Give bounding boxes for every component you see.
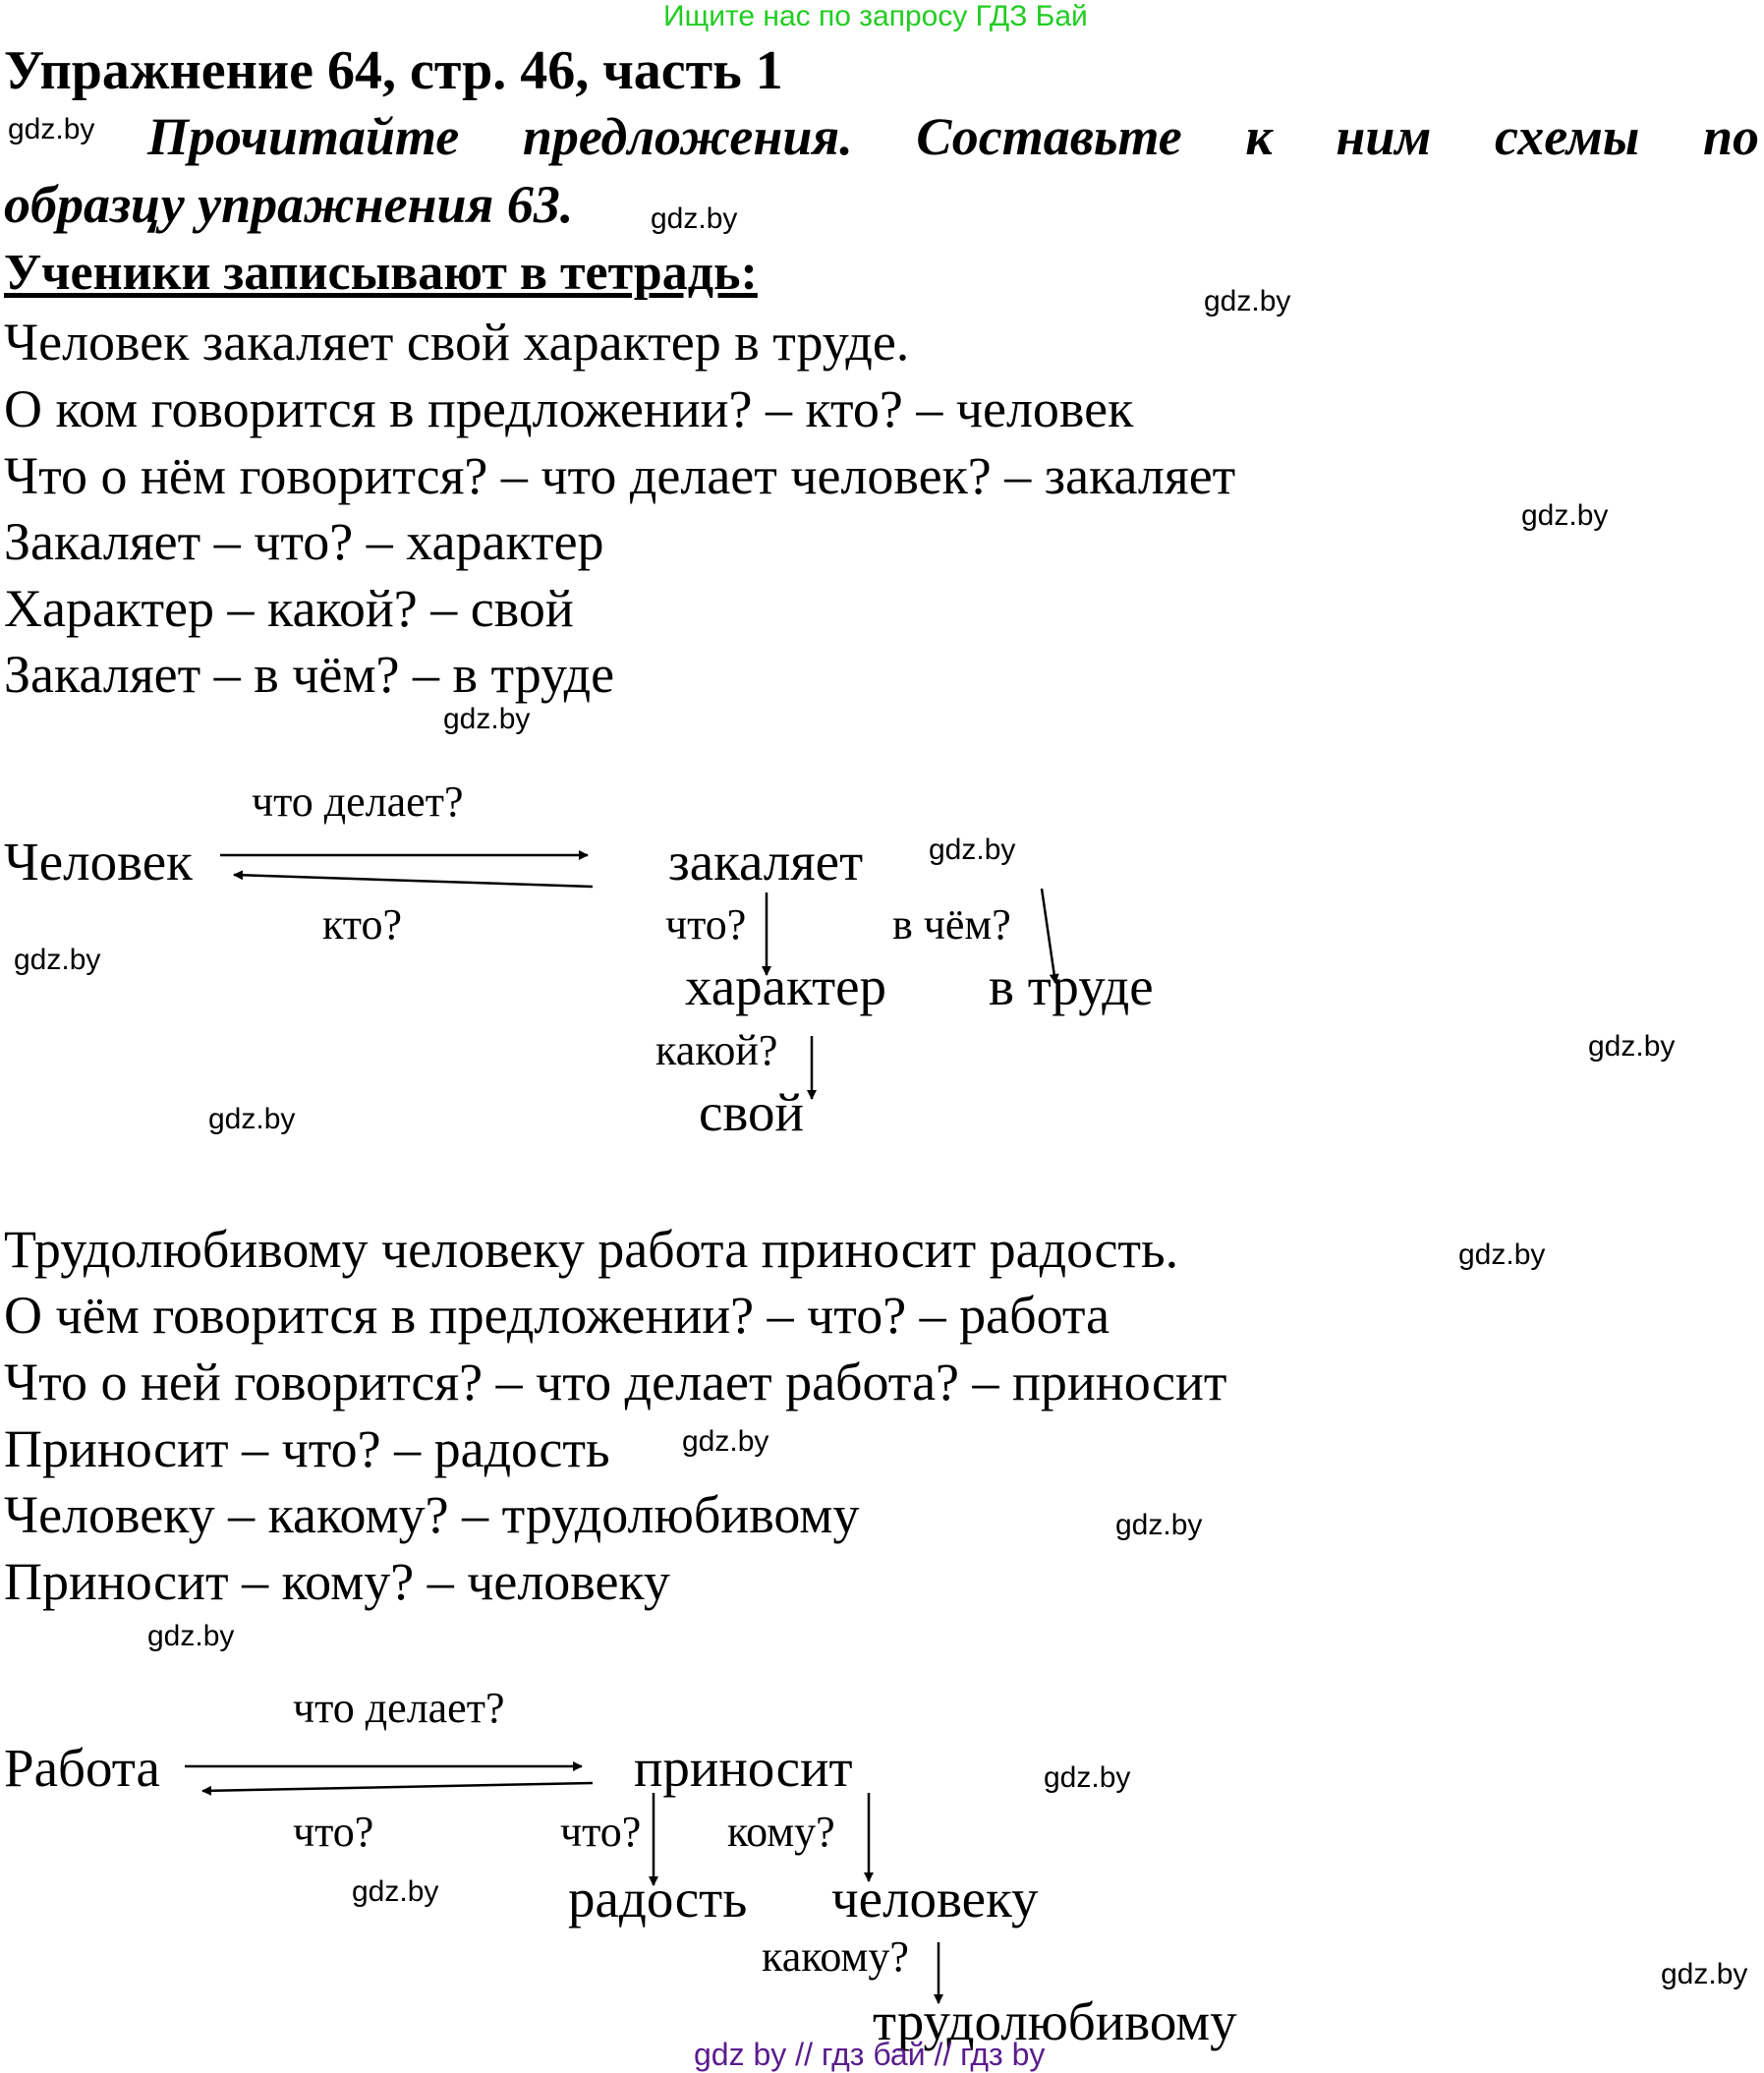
watermark: gdz.by — [682, 1425, 769, 1458]
watermark: gdz.by — [1044, 1761, 1131, 1794]
indirect-word: человеку — [831, 1869, 1039, 1929]
analysis-line: Приносит – кому? – человеку — [4, 1552, 670, 1611]
task-line-1: Прочитайте предложения. Составьте к ним схемы по — [147, 107, 1759, 166]
question-subject: что? — [293, 1808, 374, 1856]
analysis-line: Характер – какой? – свой — [4, 579, 574, 638]
watermark: gdz.by — [1661, 1958, 1748, 1990]
watermark: gdz.by — [208, 1103, 296, 1135]
analysis-line: Человеку – какому? – трудолюбивому — [4, 1485, 860, 1544]
task-line-2: образцу упражнения 63. — [4, 175, 574, 234]
arrow-predicate-to-subject — [234, 875, 593, 887]
search-hint: Ищите нас по запросу ГДЗ Бай — [663, 0, 1088, 32]
analysis-line: Человек закаляет свой характер в труде. — [4, 313, 910, 372]
question-adverbial: в чём? — [892, 900, 1011, 949]
watermark: gdz.by — [1588, 1030, 1676, 1063]
subject-word: Работа — [4, 1738, 160, 1798]
analysis-line: Закаляет – в чём? – в труде — [4, 645, 615, 704]
analysis-line: Приносит – что? – радость — [4, 1419, 610, 1478]
question-predicate: что делает? — [293, 1684, 505, 1732]
object-word: радость — [568, 1869, 748, 1929]
question-predicate: что делает? — [252, 777, 464, 826]
analysis-line: Закаляет – что? – характер — [4, 512, 604, 571]
watermark: gdz.by — [352, 1875, 439, 1908]
subject-word: Человек — [4, 832, 193, 892]
predicate-word: закаляет — [668, 832, 864, 892]
analysis-line: Трудолюбивому человеку работа приносит радость. — [4, 1220, 1179, 1279]
watermark: gdz.by — [1204, 285, 1291, 317]
watermark: gdz.by — [1521, 499, 1609, 532]
analysis-line: О ком говорится в предложении? – кто? – человек — [4, 379, 1134, 438]
analysis-line: Что о ней говорится? – что делает работа? – приносит — [4, 1353, 1227, 1411]
arrow-predicate-to-subject — [202, 1783, 593, 1791]
object-word: характер — [685, 956, 887, 1016]
question-object: что? — [665, 900, 747, 949]
watermark: gdz.by — [1458, 1238, 1546, 1271]
question-attribute: какой? — [655, 1026, 778, 1074]
question-indirect: кому? — [727, 1808, 835, 1856]
question-attribute: какому? — [762, 1932, 909, 1981]
question-object: что? — [560, 1808, 642, 1856]
adverbial-word: в труде — [989, 956, 1154, 1016]
attribute-word: трудолюбивому — [873, 1991, 1237, 2051]
watermark: gdz.by — [14, 944, 101, 976]
arrow-predicate-to-adverbial — [1042, 889, 1055, 983]
watermark: gdz.by — [8, 113, 95, 145]
predicate-word: приносит — [634, 1738, 853, 1798]
question-subject: кто? — [322, 900, 402, 949]
analysis-line: Что о нём говорится? – что делает человек? – закаляет — [4, 446, 1236, 505]
watermark: gdz.by — [651, 202, 738, 235]
watermark: gdz.by — [1115, 1509, 1203, 1541]
watermark: gdz.by — [147, 1620, 235, 1652]
exercise-title: Упражнение 64, стр. 46, часть 1 — [4, 40, 783, 101]
footer-links: gdz by // гдз бай // гдз by — [694, 2037, 1046, 2072]
notebook-heading: Ученики записывают в тетрадь: — [4, 245, 758, 301]
watermark: gdz.by — [443, 703, 531, 735]
watermark: gdz.by — [929, 834, 1016, 866]
analysis-line: О чём говорится в предложении? – что? – работа — [4, 1286, 1110, 1345]
attribute-word: свой — [699, 1082, 804, 1142]
